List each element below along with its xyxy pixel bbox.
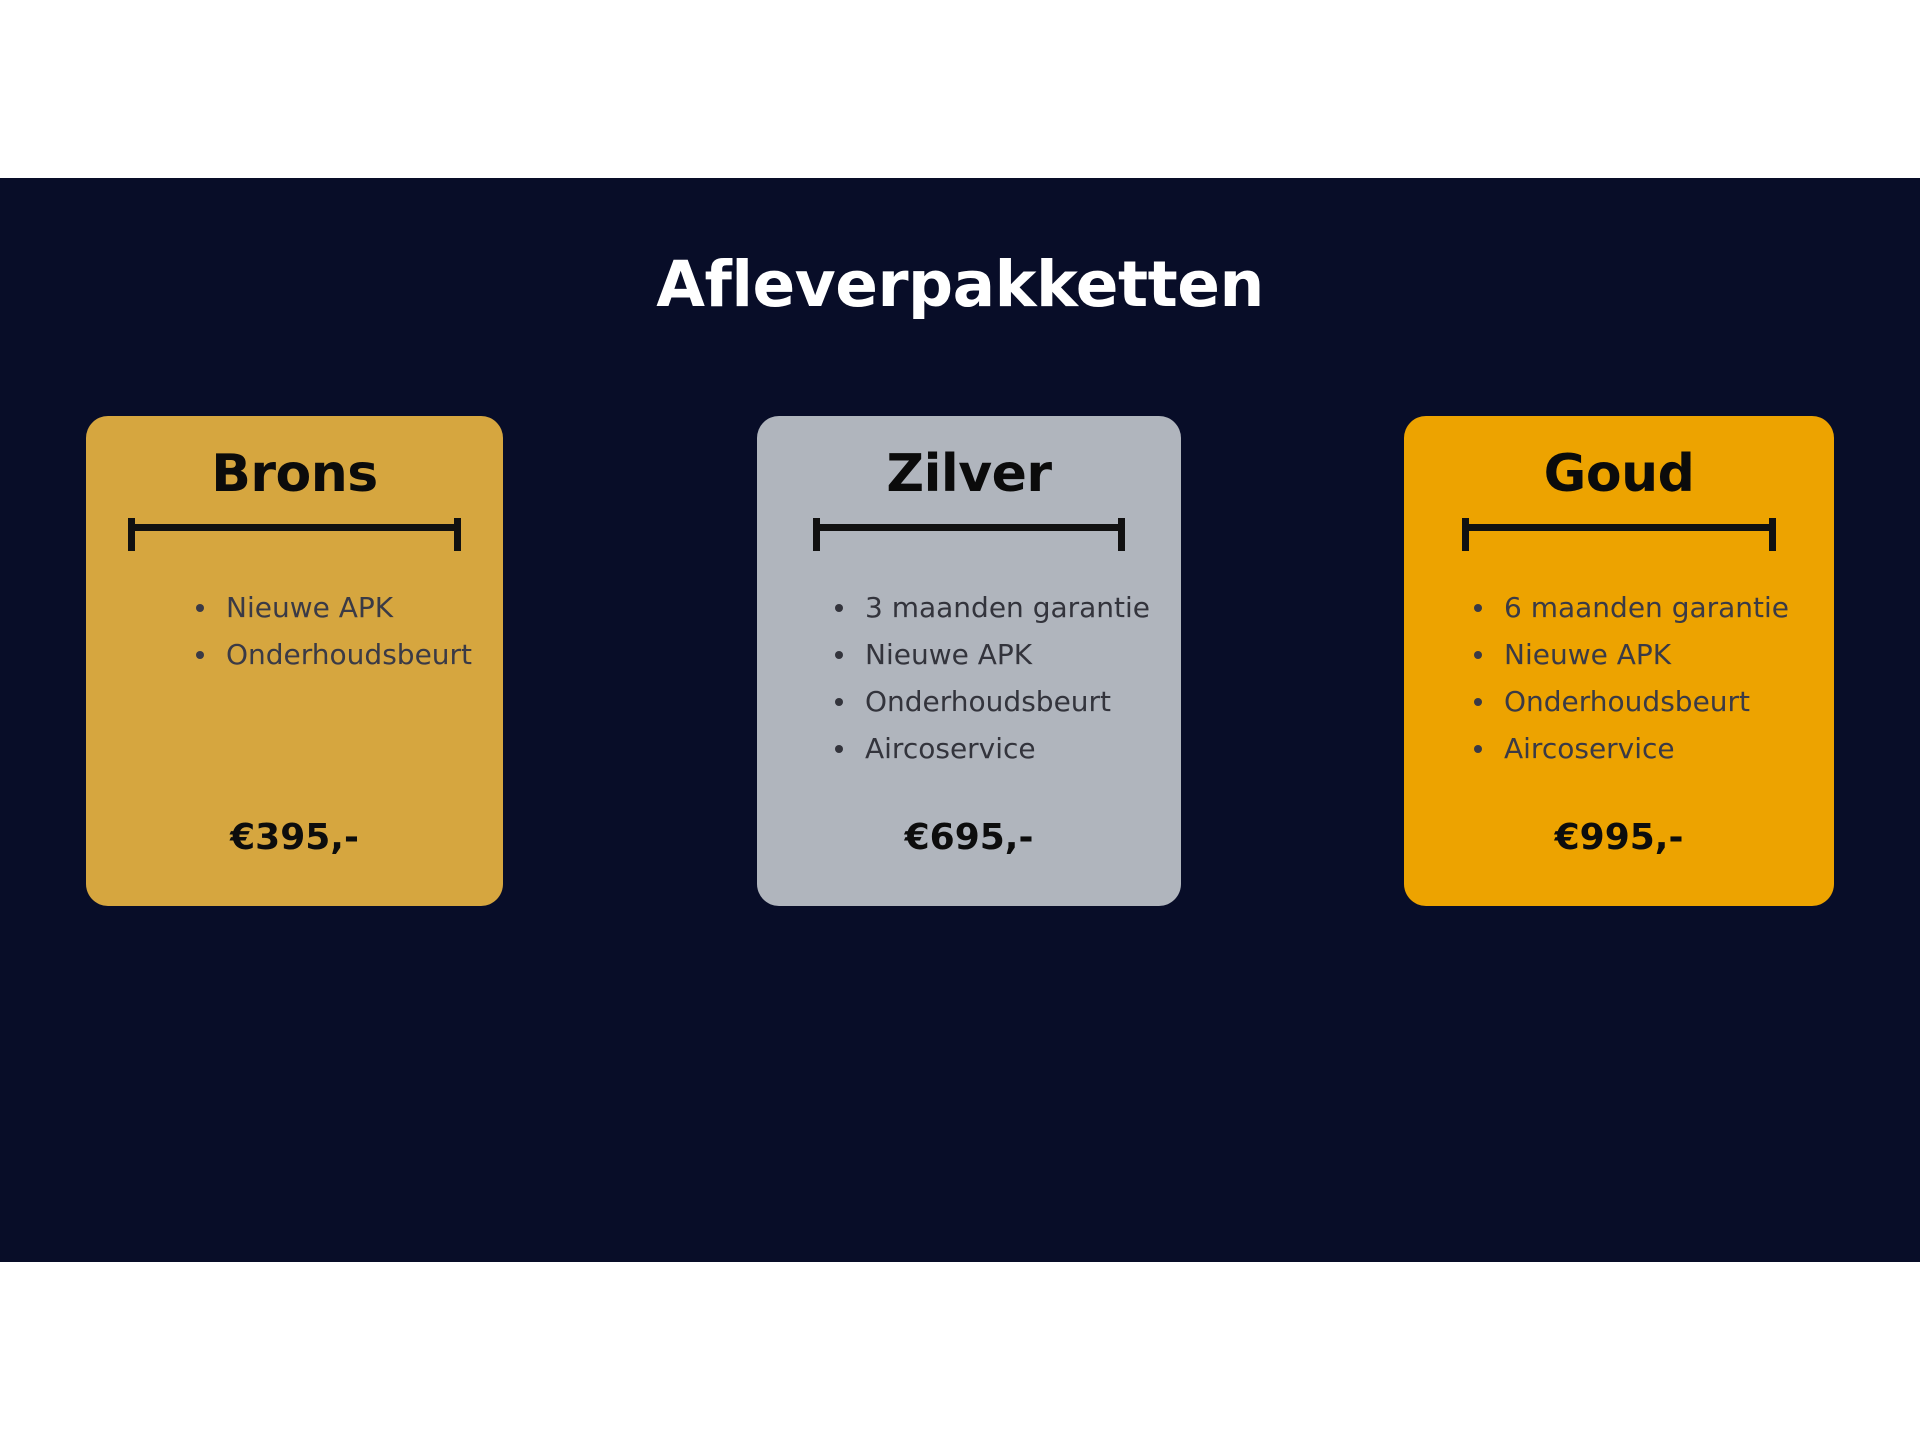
list-item: 3 maanden garantie [825, 584, 1165, 631]
list-item: Nieuwe APK [825, 631, 1165, 678]
bullet-icon [421, 1291, 429, 1299]
list-item [0, 1323, 1920, 1378]
list-item: 6 maanden garantie [1464, 584, 1818, 631]
list-item: Nieuwe APK [186, 584, 487, 631]
list-item [0, 1268, 1920, 1323]
footnote-text: Al onze occasions worden afgeleverd inclusief technische aflevercontrole. [454, 1281, 1500, 1310]
package-price: €395,- [230, 817, 359, 858]
divider-rule [1462, 524, 1776, 531]
feature-list [825, 584, 1165, 772]
package-name: Zilver [886, 444, 1052, 504]
package-price: €695,- [904, 817, 1034, 858]
footnotes [0, 1268, 1920, 1378]
slide [0, 178, 1920, 1365]
bullet-icon [606, 1346, 614, 1354]
list-item: Aircoservice [1464, 725, 1818, 772]
divider-rule [128, 524, 461, 531]
package-cards [0, 416, 1920, 906]
divider-rule [813, 524, 1125, 531]
feature-list [186, 584, 487, 678]
feature-list [1464, 584, 1818, 772]
list-item: Nieuwe APK [1464, 631, 1818, 678]
package-name: Brons [211, 444, 378, 504]
list-item: Onderhoudsbeurt [1464, 678, 1818, 725]
footnote-text: Garantie bepaling op motor en versnellingsbak. [639, 1336, 1315, 1365]
package-price: €995,- [1554, 817, 1684, 858]
list-item: Onderhoudsbeurt [186, 631, 487, 678]
package-card-goud[interactable] [1404, 416, 1834, 906]
package-card-zilver[interactable] [757, 416, 1181, 906]
package-name: Goud [1543, 444, 1695, 504]
package-card-brons[interactable] [86, 416, 503, 906]
list-item: Aircoservice [825, 725, 1165, 772]
list-item: Onderhoudsbeurt [825, 678, 1165, 725]
page-title: Afleverpakketten [656, 248, 1264, 321]
